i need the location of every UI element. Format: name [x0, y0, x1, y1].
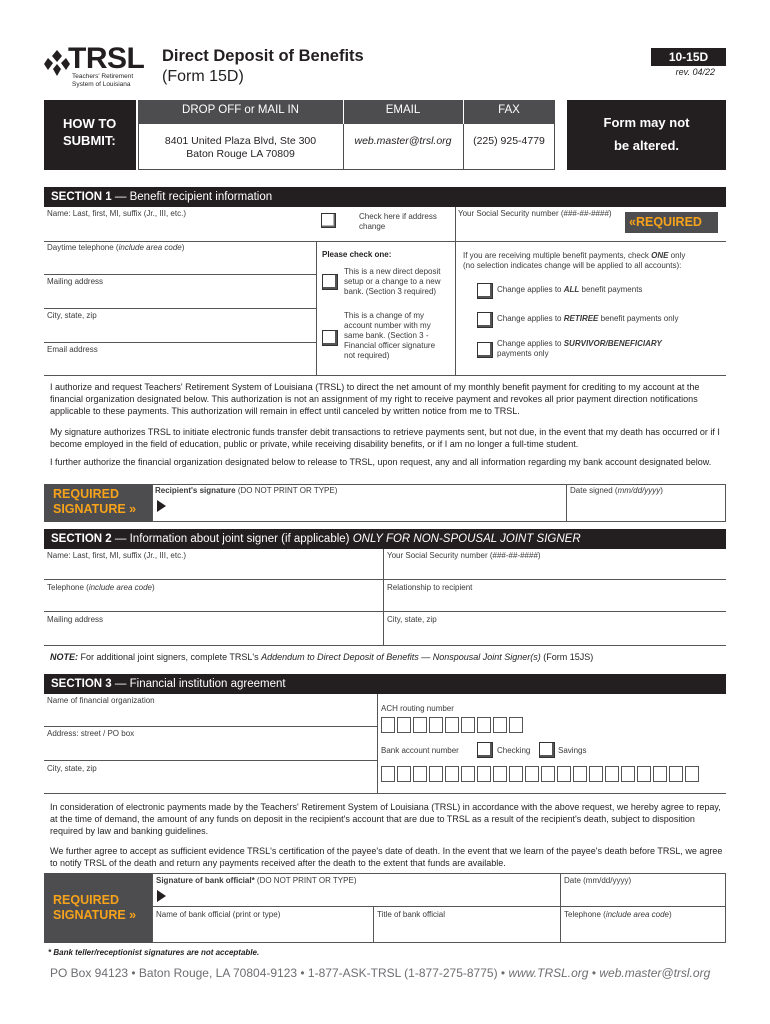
s2-ssn-label: Your Social Security number (###-##-####): [387, 551, 541, 560]
s3-org-label: Name of financial organization: [47, 696, 155, 705]
new-setup-checkbox[interactable]: [322, 274, 338, 290]
s2-relationship-label: Relationship to recipient: [387, 583, 473, 592]
checking-checkbox[interactable]: [477, 742, 493, 758]
section2-heading: SECTION 2 — Information about joint signer (if applicable) ONLY FOR NON-SPOUSAL JOINT SIGNER: [44, 529, 726, 549]
multi-benefit-note: If you are receiving multiple benefit payments, check ONE only: [463, 251, 686, 260]
s2-name-label: Name: Last, first, MI, suffix (Jr., III, etc.): [47, 551, 186, 560]
how-to-submit-panel: [44, 100, 136, 170]
notice-line1: Form may not: [603, 115, 690, 130]
double-chevron-right-icon: »: [129, 908, 137, 922]
account-number-grid[interactable]: [381, 766, 701, 782]
please-check-one: Please check one:: [322, 250, 392, 259]
s1-email-label: Email address: [47, 345, 98, 354]
footer-web[interactable]: www.TRSL.org: [508, 966, 589, 980]
not-altered-notice: [567, 100, 726, 170]
footer-address: PO Box 94123 • Baton Rouge, LA 70804-9123 • 1-877-ASK-TRSL (1-877-275-8775) •: [50, 966, 509, 980]
logo-sub2: System of Louisiana: [72, 81, 131, 88]
date-signed-label: Date signed (mm/dd/yyyy): [570, 486, 663, 495]
submit-col1-head: DROP OFF or MAIL IN: [182, 104, 299, 116]
bank-paragraph-2: We further agree to accept as sufficient evidence TRSL's certification of the payee's date of death. In the event that we learn of the payee's death before TRSL, we agree to notify TRSL of the death and return any payments received after the death to the extent that funds are available.: [50, 846, 723, 868]
submit-body-row: [138, 124, 555, 170]
form-revision: rev. 04/22: [675, 67, 715, 77]
how-to-line1: HOW TO: [63, 116, 117, 131]
trsl-logo: [44, 44, 148, 90]
bank-official-phone-label[interactable]: Telephone (include area code): [564, 910, 672, 919]
bank-date-label[interactable]: Date (mm/dd/yyyy): [564, 876, 632, 885]
recipient-signature-label: Recipient's signature (DO NOT PRINT OR TYPE): [155, 486, 338, 495]
checking-label: Checking: [497, 746, 531, 755]
sign-arrow-icon: [157, 500, 166, 512]
account-number-label: Bank account number: [381, 746, 459, 755]
section1-heading: SECTION 1 — Benefit recipient information: [44, 187, 726, 207]
notice-line2: be altered.: [613, 138, 680, 153]
s1-ssn-label: Your Social Security number (###-##-####): [458, 209, 612, 218]
double-chevron-left-icon: «: [629, 215, 636, 229]
required-signature-badge-1: REQUIRED SIGNATURE »: [44, 484, 152, 522]
logo-sub1: Teachers' Retirement: [72, 73, 134, 80]
section3-heading: SECTION 3 — Financial institution agreement: [44, 674, 726, 694]
s2-phone-label: Telephone (include area code): [47, 583, 155, 592]
new-setup-label: This is a new direct deposit setup or a change to a new bank. (Section 3 required): [344, 267, 441, 296]
footer-email[interactable]: web.master@trsl.org: [599, 966, 711, 980]
logo-text: TRSL: [68, 42, 145, 75]
sign-arrow-icon: [157, 890, 166, 902]
required-signature-badge-2: REQUIRED SIGNATURE »: [44, 873, 152, 943]
submit-mail-line2: Baton Rouge LA 70809: [186, 148, 295, 160]
s1-phone-label: Daytime telephone (include area code): [47, 243, 185, 252]
submit-col3-head: FAX: [498, 104, 520, 116]
form-subtitle: (Form 15D): [162, 68, 244, 85]
bank-footnote: * Bank teller/receptionist signatures are not acceptable.: [48, 948, 260, 957]
apply-survivor-label: Change applies to SURVIVOR/BENEFICIARY payments only: [497, 339, 662, 358]
account-change-label: This is a change of my account number with my same bank. (Section 3 - Financial officer signature not required): [344, 311, 436, 360]
s1-city-label: City, state, zip: [47, 311, 97, 320]
apply-all-label: Change applies to ALL benefit payments: [497, 285, 643, 294]
account-change-checkbox[interactable]: [322, 330, 338, 346]
double-chevron-right-icon: »: [129, 502, 137, 516]
s1-name-label: Name: Last, first, MI, suffix (Jr., III, etc.): [47, 209, 186, 218]
savings-checkbox[interactable]: [539, 742, 555, 758]
submit-mail-line1: 8401 United Plaza Blvd, Ste 300: [164, 135, 317, 147]
multi-benefit-note2: (no selection indicates change will be applied to all accounts):: [463, 261, 682, 270]
auth-paragraph-3: I further authorize the financial organization designated below to release to TRSL, upon request, any and all information regarding my bank account designated below.: [50, 457, 712, 467]
apply-survivor-checkbox[interactable]: [477, 342, 493, 358]
ssn-required-badge: «REQUIRED: [625, 212, 718, 233]
submit-email[interactable]: web.master@trsl.org: [354, 135, 452, 147]
auth-paragraph-1: I authorize and request Teachers' Retirement System of Louisiana (TRSL) to direct the net amount of my monthly benefit payment for crediting to my account at the financial organization designated below. This authorization is not an assignment of my right to receive payment and revokes all prior payment direction notifications applicable to these payments. This authorization will remain in effect until canceled by written notice from me to TRSL.: [50, 382, 700, 416]
s3-address-label: Address: street / PO box: [47, 729, 135, 738]
savings-label: Savings: [558, 746, 587, 755]
apply-retiree-label: Change applies to RETIREE benefit payments only: [497, 314, 679, 323]
address-change-label: Check here if address change: [359, 212, 437, 231]
form-number-box: [651, 48, 726, 66]
apply-retiree-checkbox[interactable]: [477, 312, 493, 328]
trsl-logo-mark-icon: [44, 48, 70, 78]
apply-all-checkbox[interactable]: [477, 283, 493, 299]
how-to-line2: SUBMIT:: [63, 133, 116, 148]
routing-label: ACH routing number: [381, 704, 454, 713]
s2-mailing-label: Mailing address: [47, 615, 104, 624]
submit-fax: (225) 925-4779: [473, 135, 545, 147]
bank-signature-label[interactable]: Signature of bank official* (DO NOT PRINT OR TYPE): [156, 876, 357, 885]
form-number: 10-15D: [668, 50, 709, 64]
bank-official-name-label[interactable]: Name of bank official (print or type): [156, 910, 281, 919]
address-change-checkbox[interactable]: [321, 213, 336, 228]
routing-number-grid[interactable]: [381, 717, 525, 733]
auth-paragraph-2: My signature authorizes TRSL to initiate electronic funds transfer debit transactions to retrieve payments sent, but not due, in the event that my death has occurred or if I become employed in the field of education, public or private, while receiving disability benefits, or if I am no longer a full-time student.: [50, 427, 720, 449]
bank-paragraph-1: In consideration of electronic payments made by the Teachers' Retirement System of Louisiana (TRSL) in accordance with the above request, we hereby agree to repay, at the time of demand, the amount of any funds on deposit in the recipient's account that are due to TRSL as a result of the recipient's death, subject to disposition required by law and banking guidelines.: [50, 802, 721, 836]
s1-mailing-label: Mailing address: [47, 277, 104, 286]
footer: PO Box 94123 • Baton Rouge, LA 70804-9123 • 1-877-ASK-TRSL (1-877-275-8775) • www.TRSL.org • web.master@trsl.org: [50, 966, 711, 980]
s2-note: NOTE: For additional joint signers, complete TRSL's Addendum to Direct Deposit of Benefits — Nonspousal Joint Signer(s) (Form 15JS): [50, 652, 594, 662]
form-title: Direct Deposit of Benefits: [162, 47, 364, 65]
s3-city-label: City, state, zip: [47, 764, 97, 773]
bank-official-title-label[interactable]: Title of bank official: [377, 910, 446, 919]
submit-col2-head: EMAIL: [385, 104, 421, 116]
s2-city-label: City, state, zip: [387, 615, 437, 624]
